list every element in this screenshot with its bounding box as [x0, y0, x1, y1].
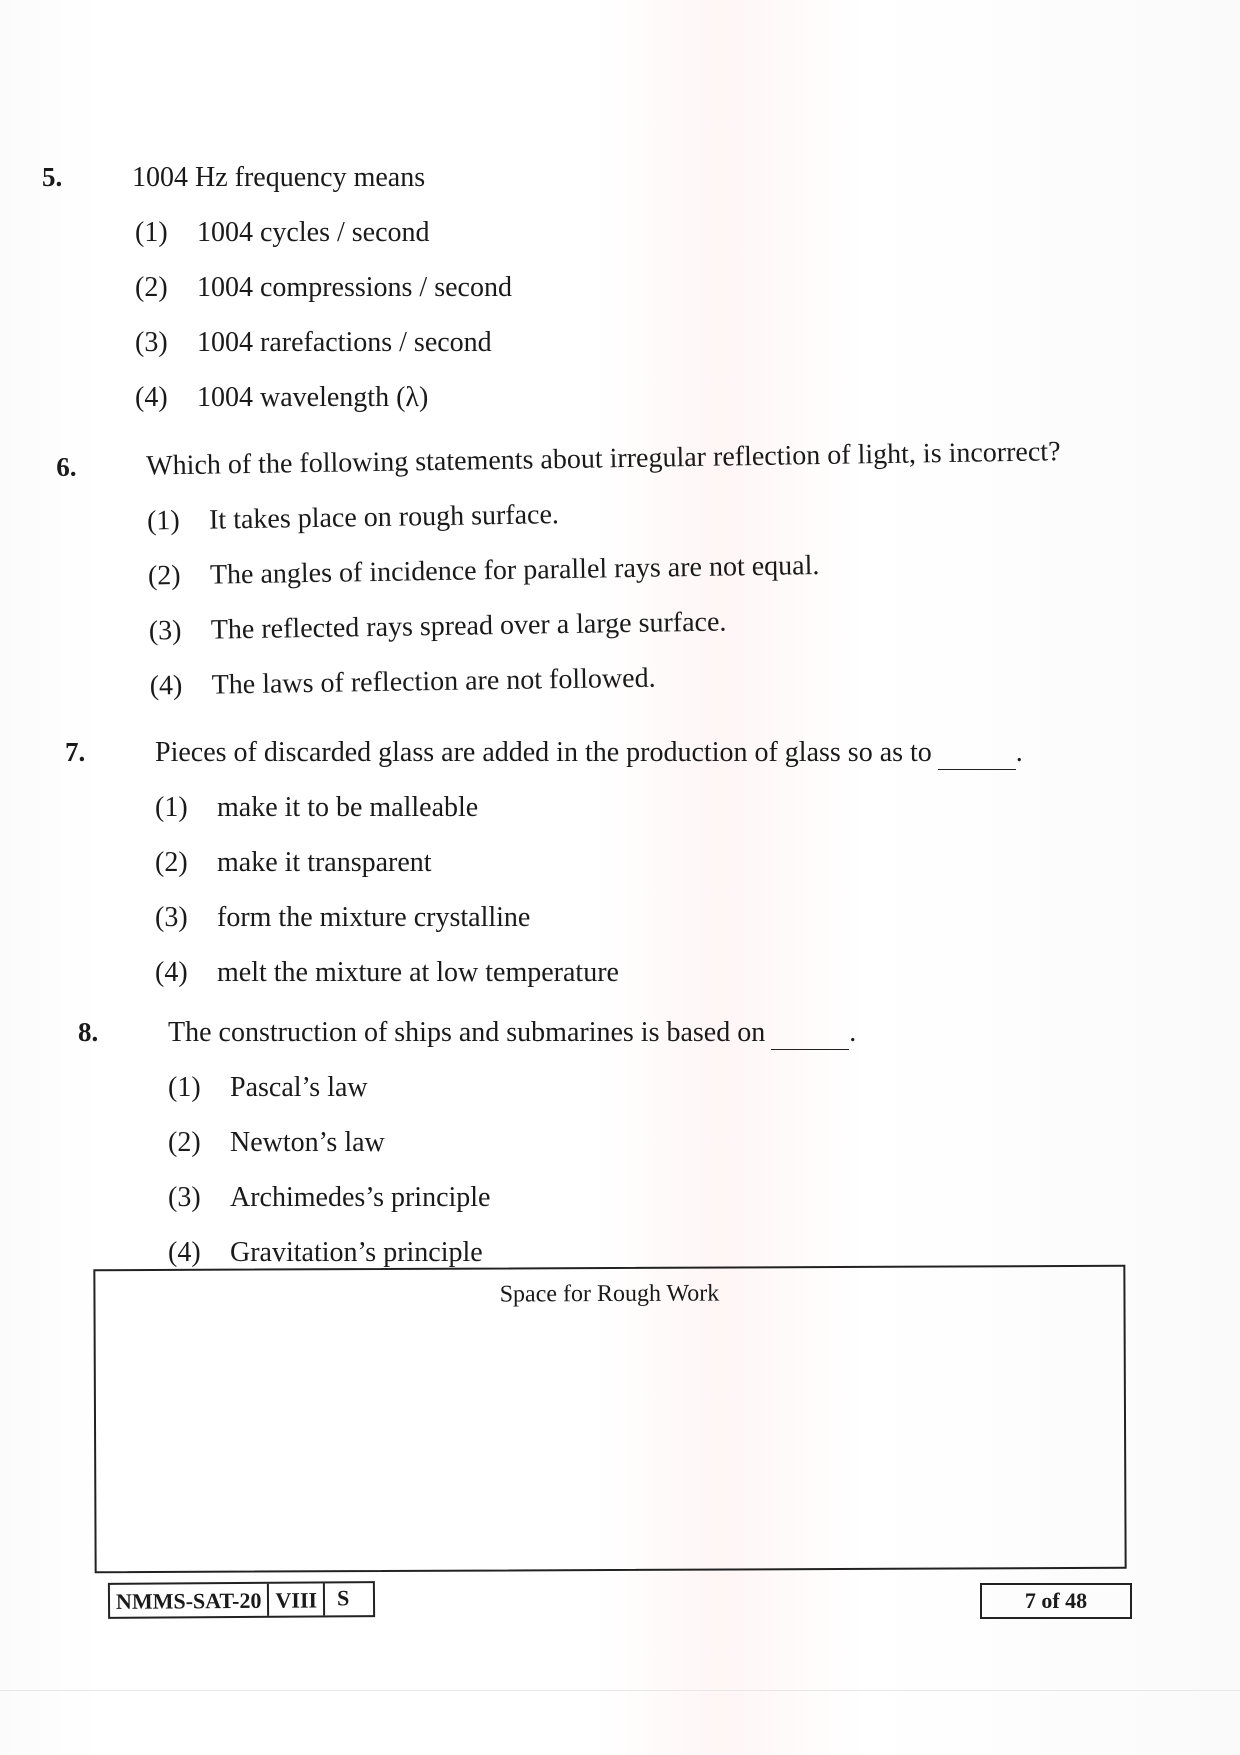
answer-blank: [771, 1017, 849, 1050]
option-text: form the mixture crystalline: [217, 902, 531, 933]
option-3: [135, 327, 512, 382]
option-number: (3): [148, 615, 182, 647]
question-text: Which of the following statements about irregular reflection of light, is incorrect?: [145, 436, 1061, 482]
question-number: 5.: [42, 162, 63, 192]
option-2: [155, 847, 619, 902]
option-number: (4): [168, 1237, 201, 1268]
option-number: (1): [135, 217, 168, 248]
page-number: 7 of 48: [980, 1583, 1132, 1619]
option-text: The reflected rays spread over a large surface.: [210, 606, 727, 646]
option-1: [168, 1072, 490, 1127]
question-text: 1004 Hz frequency means: [132, 162, 426, 193]
option-text: make it to be malleable: [217, 792, 479, 823]
option-number: (4): [135, 382, 168, 413]
set-label: S: [323, 1583, 373, 1615]
option-3: [155, 902, 619, 957]
option-text: 1004 compressions / second: [197, 272, 512, 303]
option-text: Newton’s law: [230, 1127, 385, 1158]
question-stem: Pieces of discarded glass are added in the production of glass so as to: [155, 737, 932, 768]
option-number: (2): [147, 560, 181, 592]
option-number: (4): [155, 957, 188, 988]
option-2: [135, 272, 512, 327]
question-number: 8.: [78, 1017, 99, 1047]
options-list: [155, 792, 619, 1012]
options-list: [135, 217, 512, 437]
option-text: 1004 cycles / second: [197, 217, 430, 248]
question-number: 6.: [56, 451, 77, 482]
option-4: [135, 382, 512, 437]
option-number: (3): [168, 1182, 201, 1213]
rough-work-title: Space for Rough Work: [499, 1280, 720, 1308]
question-text: [155, 737, 1023, 770]
option-text: 1004 wavelength (λ): [197, 382, 429, 413]
rough-work-box: [93, 1265, 1126, 1574]
class-label: VIII: [267, 1583, 323, 1615]
option-3: [168, 1182, 490, 1237]
option-text: Gravitation’s principle: [230, 1237, 483, 1268]
option-number: (2): [168, 1127, 201, 1158]
option-text: make it transparent: [217, 847, 432, 878]
option-number: (2): [155, 847, 188, 878]
footer-exam-code-box: [108, 1581, 376, 1619]
question-end: .: [1015, 737, 1023, 768]
question-end: .: [849, 1017, 857, 1048]
question-6: [56, 435, 1156, 702]
option-text: The laws of reflection are not followed.: [211, 662, 656, 701]
option-2: [168, 1127, 490, 1182]
question-number: 7.: [65, 737, 86, 767]
option-number: (2): [135, 272, 168, 303]
option-number: (4): [149, 670, 183, 702]
option-number: (1): [168, 1072, 201, 1103]
options-list: [147, 495, 822, 726]
option-text: Archimedes’s principle: [230, 1182, 491, 1213]
options-list: [168, 1072, 490, 1292]
option-1: [155, 792, 619, 847]
question-stem: The construction of ships and submarines is based on: [168, 1017, 766, 1048]
option-number: (3): [155, 902, 188, 933]
option-number: (1): [146, 505, 180, 537]
answer-blank: [938, 737, 1016, 770]
option-4: [149, 660, 821, 726]
question-text: [168, 1017, 856, 1050]
option-text: 1004 rarefactions / second: [197, 327, 492, 358]
scan-edge-divider: [0, 1690, 1240, 1691]
exam-code: NMMS-SAT-20: [115, 1587, 262, 1614]
option-text: melt the mixture at low temperature: [217, 957, 619, 988]
option-1: [135, 217, 512, 272]
option-text: It takes place on rough surface.: [208, 499, 560, 536]
option-text: The angles of incidence for parallel rays are not equal.: [209, 550, 820, 591]
option-4: [155, 957, 619, 1012]
option-number: (1): [155, 792, 188, 823]
option-text: Pascal’s law: [230, 1072, 368, 1103]
option-number: (3): [135, 327, 168, 358]
